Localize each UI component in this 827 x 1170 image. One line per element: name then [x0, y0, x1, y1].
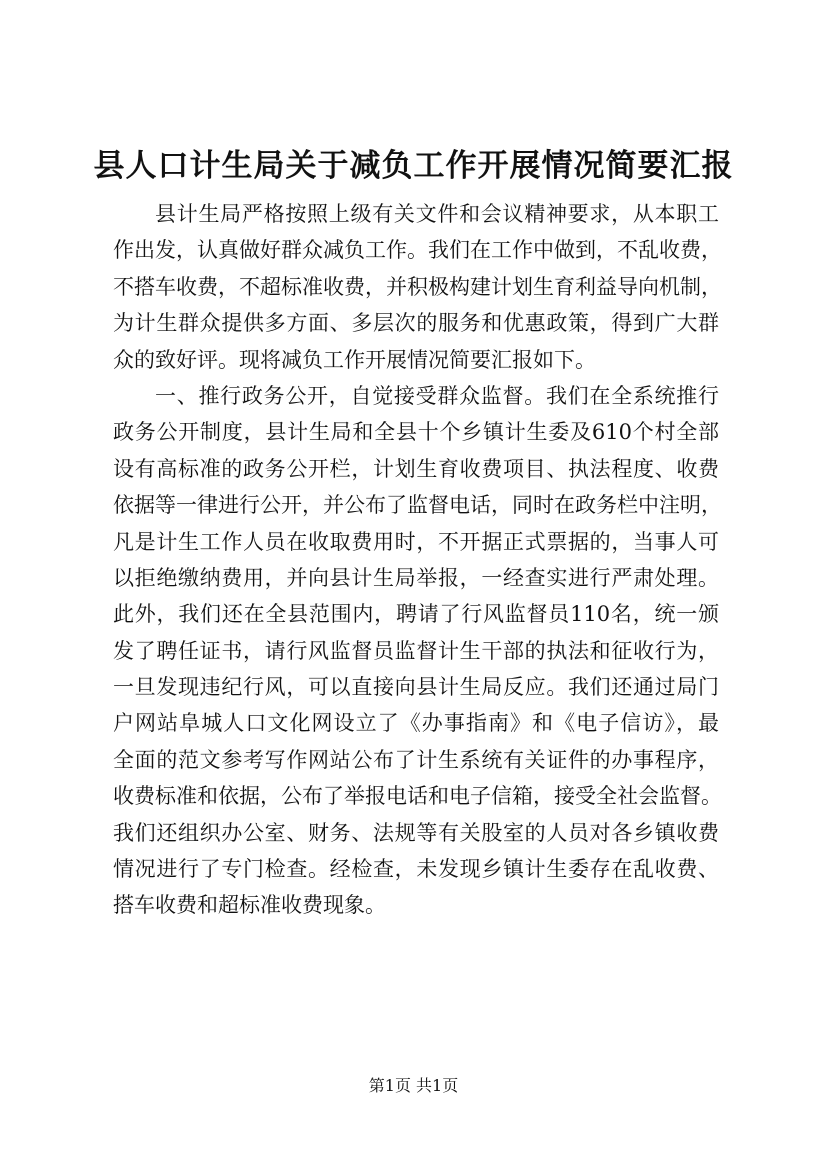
- text-line: 此外，我们还在全县范围内，聘请了行风监督员110名，统一颁: [113, 602, 719, 627]
- page-number-footer: 第1页 共1页: [368, 1076, 459, 1095]
- text-line: 凡是计生工作人员在收取费用时，不开据正式票据的，当事人可: [113, 529, 719, 554]
- document-title: 县人口计生局关于减负工作开展情况简要汇报: [93, 148, 734, 184]
- text-line: 作出发，认真做好群众减负工作。我们在工作中做到，不乱收费，: [113, 238, 722, 263]
- text-line: 众的致好评。现将减负工作开展情况简要汇报如下。: [113, 347, 596, 372]
- text-line: 收费标准和依据，公布了举报电话和电子信箱，接受全社会监督。: [113, 784, 722, 809]
- paragraph-section-one: [113, 378, 722, 924]
- text-line: 设有高标准的政务公开栏，计划生育收费项目、执法程度、收费: [113, 456, 719, 481]
- text-line: 一、推行政务公开，自觉接受群众监督。我们在全系统推行: [155, 383, 719, 408]
- text-line: 为计生群众提供多方面、多层次的服务和优惠政策，得到广大群: [113, 311, 719, 336]
- text-line: 发了聘任证书，请行风监督员监督计生干部的执法和征收行为，: [113, 638, 719, 663]
- paragraph-intro: [113, 196, 722, 378]
- text-line: 县计生局严格按照上级有关文件和会议精神要求，从本职工: [155, 202, 719, 226]
- text-line: 依据等一律进行公开，并公布了监督电话，同时在政务栏中注明，: [113, 493, 722, 518]
- text-line: 情况进行了专门检查。经检查，未发现乡镇计生委存在乱收费、: [113, 857, 719, 882]
- text-line: 政务公开制度，县计生局和全县十个乡镇计生委及610个村全部: [113, 420, 719, 445]
- text-line: 户网站阜城人口文化网设立了《办事指南》和《电子信访》，最: [113, 711, 719, 736]
- text-line: 不搭车收费，不超标准收费，并积极构建计划生育利益导向机制，: [113, 274, 722, 299]
- text-line: 全面的范文参考写作网站公布了计生系统有关证件的办事程序，: [113, 747, 719, 772]
- document-body: [113, 196, 722, 924]
- text-line: 以拒绝缴纳费用，并向县计生局举报，一经查实进行严肃处理。: [113, 565, 719, 590]
- text-line: 一旦发现违纪行风，可以直接向县计生局反应。我们还通过局门: [113, 675, 719, 700]
- text-line: 我们还组织办公室、财务、法规等有关股室的人员对各乡镇收费: [113, 820, 719, 845]
- text-line: 搭车收费和超标准收费现象。: [113, 893, 386, 918]
